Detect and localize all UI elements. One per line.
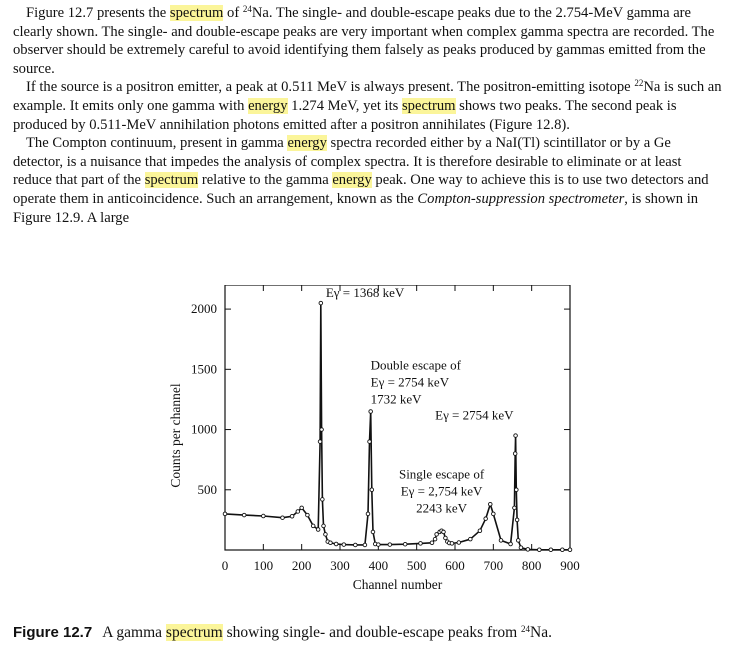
data-point — [306, 513, 310, 517]
data-point — [262, 514, 266, 518]
data-point — [370, 488, 374, 492]
data-point — [388, 543, 392, 547]
text-run: 1.274 MeV, yet its — [287, 97, 402, 114]
y-tick-label: 2000 — [191, 301, 217, 317]
data-point — [561, 548, 565, 552]
data-point — [515, 518, 519, 522]
text-run: Na. — [530, 624, 552, 641]
peak-annotation: Double escape of — [370, 357, 461, 373]
peak-annotation: 1732 keV — [370, 391, 422, 407]
y-tick-label: 1000 — [191, 421, 217, 437]
data-point — [478, 529, 482, 533]
data-point — [281, 516, 285, 520]
data-point — [223, 512, 227, 516]
x-tick-label: 500 — [406, 558, 427, 573]
plot-frame — [225, 285, 570, 550]
data-point — [457, 541, 461, 545]
y-axis-label: Counts per channel — [168, 383, 183, 488]
x-tick-label: 800 — [521, 558, 542, 573]
search-highlight: spectrum — [144, 172, 199, 189]
x-tick-label: 0 — [221, 558, 229, 573]
data-point — [342, 543, 346, 547]
y-tick-label: 500 — [197, 481, 217, 497]
text-run: The Compton continuum, present in gamma — [26, 135, 288, 152]
x-tick-label: 300 — [330, 558, 350, 573]
x-tick-label: 400 — [368, 558, 389, 573]
spectrum-plot — [150, 285, 590, 605]
text-run: If the source is a positron emitter, a peak at 0.511 MeV is always present. The positron-emitting isotope — [26, 79, 635, 96]
data-point — [568, 548, 572, 552]
data-point — [509, 542, 513, 546]
data-point — [549, 548, 553, 552]
text-run: A gamma — [102, 624, 166, 641]
search-highlight: spectrum — [165, 624, 223, 641]
text-run: peak. One way to achieve this is to use two detectors and operate them in anticoincidence. Such an arrangement, known as the — [13, 172, 709, 207]
peak-annotation: Eγ = 2754 keV — [370, 374, 450, 390]
data-point — [526, 548, 530, 552]
text-run: Na is such an example. It emits only one gamma with — [13, 79, 722, 114]
emphasis-term: Compton-suppression spectrometer — [417, 190, 625, 207]
figure-caption — [13, 624, 723, 642]
data-point — [516, 539, 520, 543]
x-tick-label: 200 — [291, 558, 312, 573]
search-highlight: spectrum — [169, 5, 224, 21]
data-point — [320, 428, 324, 432]
x-tick-label: 700 — [483, 558, 504, 573]
peak-annotation: 2243 keV — [416, 500, 468, 516]
x-tick-label: 600 — [445, 558, 465, 573]
data-point — [433, 537, 437, 541]
text-run: shows two peaks. The second peak is produced by 0.511-MeV annihilation photons emitted after a positron annihilates (Figure 12.8). — [13, 97, 677, 133]
data-point — [513, 506, 517, 510]
paragraph-1 — [13, 4, 723, 78]
text-run: Na. The single- and double-escape peaks due to the 2.754-MeV gamma are clearly shown. The single- and double-escape peaks are very important when complex gamma spectra are recorded. The observer should be extremely careful to avoid identifying them falsely as peaks produced by gammas emitted from the source. — [13, 5, 715, 77]
isotope-superscript: 22 — [634, 78, 644, 89]
data-point — [296, 510, 300, 514]
data-point — [290, 514, 294, 518]
data-point — [324, 533, 328, 537]
text-run: showing single- and double-escape peaks from — [222, 624, 522, 641]
data-point — [354, 543, 358, 547]
peak-annotation: Eγ = 2754 keV — [435, 407, 514, 423]
caption-label: Figure 12.7 — [13, 624, 93, 641]
isotope-superscript: 24 — [242, 4, 252, 14]
data-point — [444, 536, 448, 540]
text-run: spectra recorded either by a NaI(Tl) scintillator or by a Ge detector, is a nuisance that impedes the analysis of complex spectra. It is therefore desirable to eliminate or at least reduce that part of the — [13, 135, 682, 189]
data-point — [316, 528, 320, 532]
data-point — [442, 530, 446, 534]
data-point — [499, 539, 503, 543]
search-highlight: energy — [332, 172, 372, 189]
x-axis-label: Channel number — [352, 577, 443, 592]
data-point — [430, 541, 434, 545]
data-point — [369, 410, 373, 414]
data-point — [368, 440, 372, 444]
data-point — [513, 452, 517, 456]
data-point — [488, 502, 492, 506]
data-point — [311, 524, 315, 528]
data-point — [300, 506, 304, 510]
data-point — [484, 517, 488, 521]
peak-annotation: Eγ = 1368 keV — [325, 285, 405, 300]
data-point — [538, 548, 542, 552]
paragraph-3 — [13, 134, 723, 227]
body-text — [13, 4, 723, 227]
y-tick-label: 1500 — [191, 361, 217, 377]
search-highlight: energy — [287, 135, 327, 152]
data-point — [419, 542, 423, 546]
data-point — [319, 301, 323, 305]
search-highlight: spectrum — [402, 97, 456, 114]
data-point — [469, 537, 473, 541]
paragraph-2 — [13, 78, 723, 134]
data-point — [519, 546, 523, 550]
data-point — [514, 434, 518, 438]
x-tick-label: 100 — [253, 558, 274, 573]
isotope-superscript: 24 — [521, 624, 531, 634]
data-point — [403, 542, 407, 546]
text-run: relative to the gamma — [198, 172, 333, 189]
text-run: of — [223, 5, 243, 21]
data-point — [515, 488, 519, 492]
x-tick-label: 900 — [560, 558, 580, 573]
data-point — [321, 498, 325, 502]
data-point — [492, 512, 496, 516]
text-run: , is shown in Figure 12.9. A large — [13, 190, 699, 226]
data-point — [371, 530, 375, 534]
data-point — [450, 542, 454, 546]
data-point — [334, 542, 338, 546]
data-point — [377, 543, 381, 547]
data-point — [366, 512, 370, 516]
data-point — [242, 513, 246, 517]
peak-annotation: Single escape of — [398, 466, 485, 482]
data-point — [322, 524, 326, 528]
peak-annotation: Eγ = 2,754 keV — [400, 483, 483, 499]
data-point — [329, 541, 333, 545]
data-point — [318, 440, 322, 444]
text-run: Figure 12.7 presents the — [26, 5, 170, 21]
search-highlight: energy — [248, 97, 288, 114]
spectrum-curve — [225, 303, 570, 550]
data-point — [363, 543, 367, 547]
figure-12-7-chart — [150, 285, 590, 605]
